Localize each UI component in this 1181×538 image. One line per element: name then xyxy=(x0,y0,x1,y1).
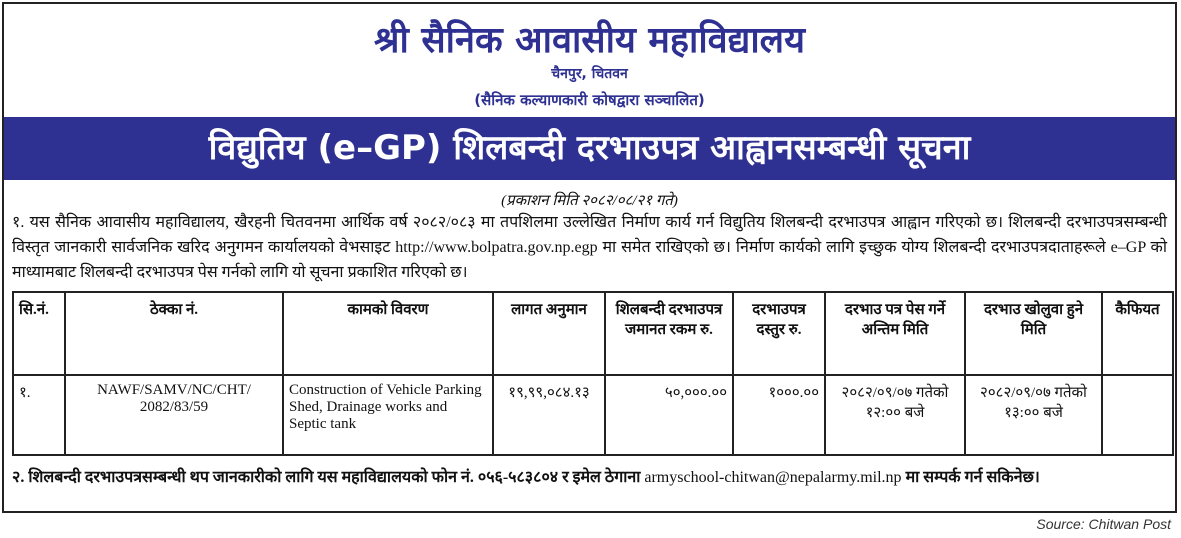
cell-description: Construction of Vehicle Parking Shed, Drainage works and Septic tank xyxy=(283,375,493,455)
tender-table xyxy=(12,291,1174,456)
contact-email[interactable]: armyschool-chitwan@nepalarmy.mil.np xyxy=(644,469,902,486)
cell-remarks xyxy=(1102,375,1173,455)
col-fee: दरभाउपत्र दस्तुर रु. xyxy=(733,292,825,375)
col-remarks: कैफियत xyxy=(1102,292,1173,375)
notice-box xyxy=(2,2,1177,513)
col-contract-no: ठेक्का नं. xyxy=(65,292,283,375)
col-sn: सि.नं. xyxy=(13,292,65,375)
source-credit: Source: Chitwan Post xyxy=(1036,516,1171,532)
cell-bid-security: ५०,०००.०० xyxy=(605,375,733,455)
col-bid-security: शिलबन्दी दरभाउपत्र जमानत रकम रु. xyxy=(605,292,733,375)
paragraph-1: १. यस सैनिक आवासीय महाविद्यालय, खैरहनी चितवनमा आर्थिक वर्ष २०८२/०८३ मा तपशिलमा उल्लेखित निर्माण कार्य गर्न विद्युतिय शिलबन्दी दरभाउपत्र आह्वान गरिएको छ। शिलबन्दी दरभाउपत्रसम्बन्धी विस्तृत जानकारी सार्वजनिक खरिद अनुगमन कार्यालयको वेभसाइट http://www.bolpatra.gov.np.egp मा समेत राखिएको छ। निर्माण कार्यको लागि इच्छुक योग्य शिलबन्दी दरभाउपत्रदाताहरूले e–GP को माध्यामबाट शिलबन्दी दरभाउपत्र पेस गर्नको लागि यो सूचना प्रकाशित गरिएको छ। xyxy=(12,214,1167,281)
contact-text: २. शिलबन्दी दरभाउपत्रसम्बन्धी थप जानकारीको लागि यस महाविद्यालयको फोन नं. ०५६-५८३८०४ र इमेल ठेगाना xyxy=(12,469,641,486)
col-cost-estimate: लागत अनुमान xyxy=(493,292,605,375)
institution-title: श्री सैनिक आवासीय महाविद्यालय xyxy=(374,20,805,61)
cell-contract-no: NAWF/SAMV/NC/CHT/ 2082/83/59 xyxy=(65,375,283,455)
col-submission-deadline: दरभाउ पत्र पेस गर्ने अन्तिम मिति xyxy=(825,292,965,375)
table-header-row xyxy=(13,292,1173,375)
cell-fee: १०००.०० xyxy=(733,375,825,455)
table-row xyxy=(13,375,1173,455)
cell-sn: १. xyxy=(13,375,65,455)
cell-submission-deadline: २०८२/०९/०७ गतेको १२:०० बजे xyxy=(825,375,965,455)
cell-opening-date: २०८२/०९/०७ गतेको १३:०० बजे xyxy=(965,375,1102,455)
notice-banner: विद्युतिय (e–GP) शिलबन्दी दरभाउपत्र आह्वानसम्बन्धी सूचना xyxy=(4,117,1175,180)
institution-address: चैनपुर, चितवन xyxy=(551,66,628,82)
contact-text-end: मा सम्पर्क गर्न सकिनेछ। xyxy=(905,469,1040,486)
paragraph-2 xyxy=(12,466,1167,490)
col-description: कामको विवरण xyxy=(283,292,493,375)
publish-date: (प्रकाशन मिति २०८२/०८/२१ गते) xyxy=(501,193,678,209)
operator-line: (सैनिक कल्याणकारी कोषद्वारा सञ्चालित) xyxy=(474,91,705,109)
cell-cost-estimate: १९,९९,०८४.१३ xyxy=(493,375,605,455)
col-opening-date: दरभाउ खोलुवा हुने मिति xyxy=(965,292,1102,375)
